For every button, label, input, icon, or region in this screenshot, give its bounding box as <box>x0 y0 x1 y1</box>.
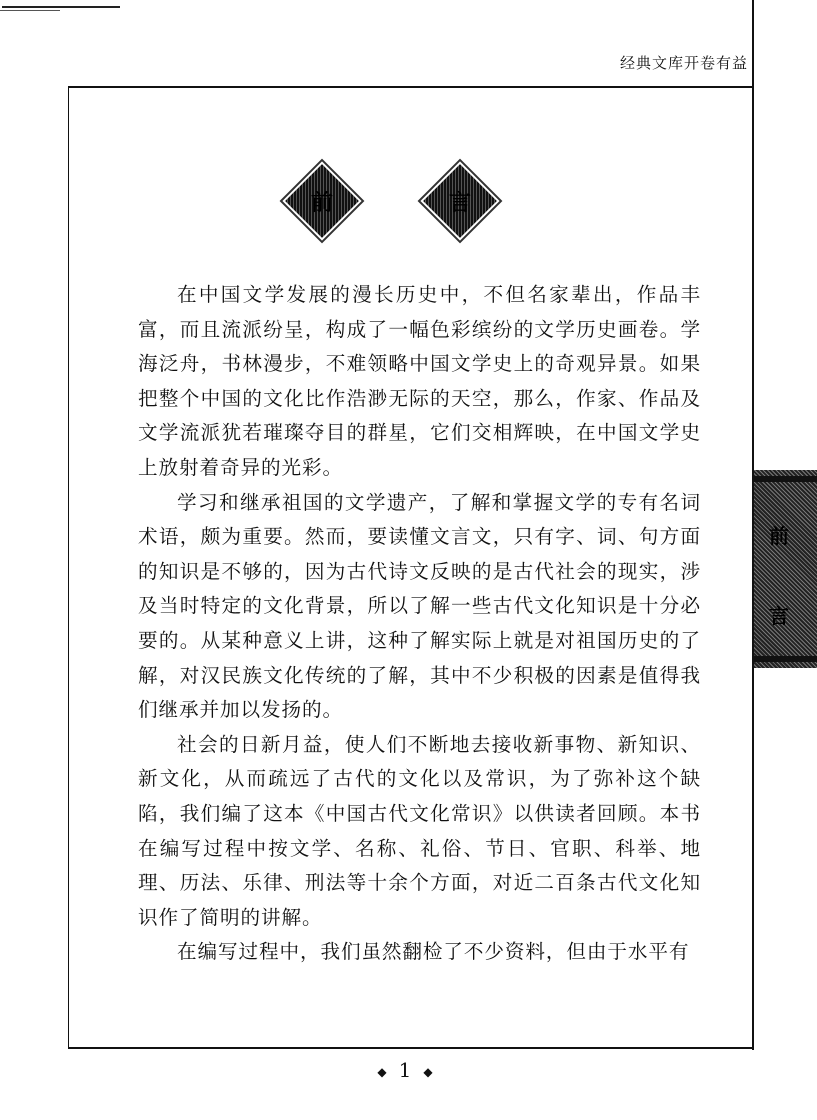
page-number-area <box>340 1058 470 1082</box>
side-tab-char-1: 前 <box>769 524 789 548</box>
scan-artifact <box>0 10 60 11</box>
running-header: 经典文库开卷有益 <box>619 54 748 72</box>
footer-rule <box>68 1047 754 1049</box>
scan-artifact <box>2 6 120 8</box>
header-rule <box>68 86 754 88</box>
body-text <box>138 278 701 970</box>
title-char-2: 言 <box>448 189 471 216</box>
side-tab-bar-bottom <box>754 656 817 662</box>
side-tab-bar-top <box>754 476 817 482</box>
diamond-ornament-right-icon: ◆ <box>423 1064 433 1079</box>
diamond-ornament-left-icon: ◆ <box>377 1064 387 1079</box>
left-margin-rule <box>68 86 69 1048</box>
page-number: 1 <box>398 1058 412 1082</box>
paragraph-3: 社会的日新月益，使人们不断地去接收新事物、新知识、新文化，从而疏远了古代的文化以及常识，为了弥补这个缺陷，我们编了这本《中国古代文化常识》以供读者回顾。本书在编写过程中按文学、名称、礼俗、节日、官职、科举、地理、历法、乐律、刑法等十余个方面，对近二百条古代文化知识作了简明的讲解。 <box>138 732 701 929</box>
title-char-1: 前 <box>310 189 333 216</box>
title-diamond-2 <box>423 164 497 238</box>
paragraph-2: 学习和继承祖国的文学遗产，了解和掌握文学的专有名词术语，颇为重要。然而，要读懂文言文，只有字、词、句方面的知识是不够的，因为古代诗文反映的是古代社会的现实，涉及当时特定的文化背景，所以了解一些古代文化知识是十分必要的。从某种意义上讲，这种了解实际上就是对祖国历史的了解，对汉民族文化传统的了解，其中不少积极的因素是值得我们继承并加以发扬的。 <box>138 490 701 722</box>
side-thumb-tab <box>754 470 817 668</box>
paragraph-1: 在中国文学发展的漫长历史中，不但名家辈出，作品丰富，而且流派纷呈，构成了一幅色彩缤纷的文学历史画卷。学海泛舟，书林漫步，不难领略中国文学史上的奇观异景。如果把整个中国的文化比作浩渺无际的天空，那么，作家、作品及文学流派犹若璀璨夺目的群星，它们交相辉映，在中国文学史上放射着奇异的光彩。 <box>138 283 701 479</box>
side-tab-char-2: 言 <box>769 604 789 628</box>
title-diamond-1 <box>285 164 359 238</box>
paragraph-4: 在编写过程中，我们虽然翻检了不少资料，但由于水平有 <box>177 940 690 964</box>
